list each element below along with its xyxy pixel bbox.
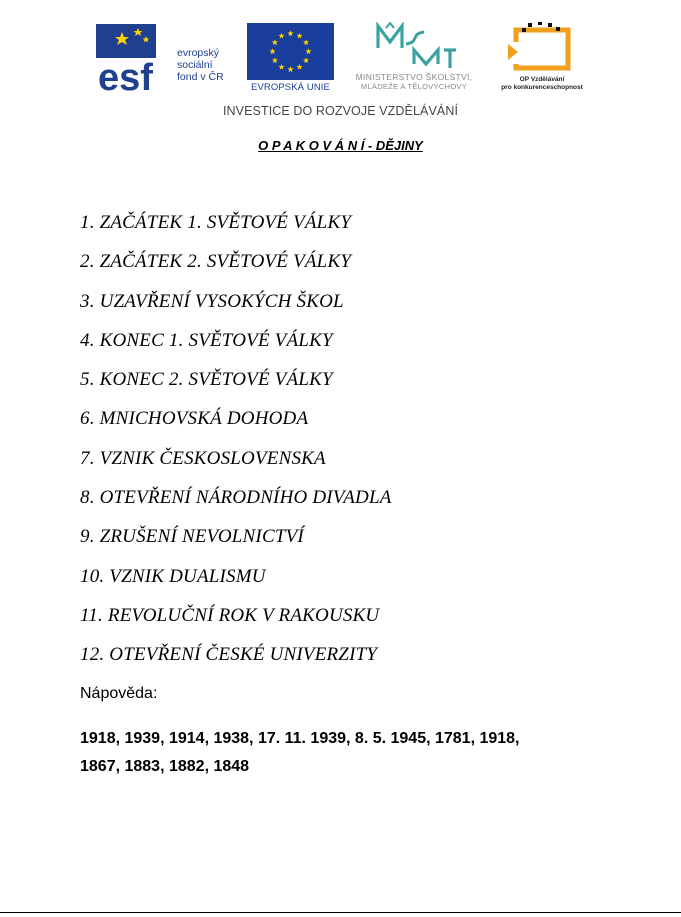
list-item: 5. KONEC 2. SVĚTOVÉ VÁLKY <box>80 369 333 391</box>
eu-label: EVROPSKÁ UNIE <box>251 82 330 93</box>
esf-text-line: fond v ČR <box>177 71 224 83</box>
esf-mark: esf <box>98 57 153 94</box>
msmt-label <box>340 72 488 92</box>
page-divider <box>0 912 681 913</box>
eu-star-icon <box>305 48 311 54</box>
op-label-line2: pro konkurenceschopnost <box>501 84 583 91</box>
eu-flag-icon <box>247 23 334 80</box>
esf-text-line: sociální <box>177 59 213 71</box>
list-item: 9. ZRUŠENÍ NEVOLNICTVÍ <box>80 526 304 548</box>
list-item: 1. ZAČÁTEK 1. SVĚTOVÉ VÁLKY <box>80 212 352 233</box>
msmt-label-line2: MLÁDEŽE A TĚLOVÝCHOVY <box>360 82 468 91</box>
eu-star-icon <box>303 57 309 63</box>
esf-logo <box>96 24 241 94</box>
list-item: 3. UZAVŘENÍ VYSOKÝCH ŠKOL <box>80 290 344 312</box>
list-item: 6. MNICHOVSKÁ DOHODA <box>80 408 309 430</box>
question-list <box>80 210 392 682</box>
hint-values <box>80 725 620 781</box>
eu-star-icon <box>296 64 302 70</box>
header-logos <box>0 0 681 130</box>
hint-label: Nápověda: <box>80 685 158 702</box>
eu-star-icon <box>296 33 302 39</box>
eu-star-icon <box>272 39 278 45</box>
msmt-logo <box>340 22 488 98</box>
eu-flag <box>247 23 334 80</box>
eu-star-icon <box>269 48 275 54</box>
list-item: 7. VZNIK ČESKOSLOVENSKA <box>80 447 326 469</box>
esf-text <box>177 47 224 83</box>
op-logo <box>494 22 590 98</box>
hint-values-line: 1918, 1939, 1914, 1938, 17. 11. 1939, 8. 5. 1945, 1781, 1918, <box>80 730 520 747</box>
esf-logo-icon <box>96 24 176 94</box>
op-logo-icon <box>494 22 590 76</box>
list-item: 12. OTEVŘENÍ ČESKÉ UNIVERZITY <box>80 644 378 666</box>
list-item: 2. ZAČÁTEK 2. SVĚTOVÉ VÁLKY <box>80 251 352 273</box>
op-label-line1: OP Vzdělávání <box>519 76 565 83</box>
list-item: 8. OTEVŘENÍ NÁRODNÍHO DIVADLA <box>80 487 392 509</box>
eu-star-icon <box>272 57 278 63</box>
eu-logo <box>247 23 334 95</box>
eu-star-icon <box>287 30 293 36</box>
list-item: 4. KONEC 1. SVĚTOVÉ VÁLKY <box>80 329 333 351</box>
hint-values-line: 1867, 1883, 1882, 1848 <box>80 758 250 775</box>
eu-star-icon <box>278 33 284 39</box>
list-item: 10. VZNIK DUALISMU <box>80 565 266 587</box>
list-item: 11. REVOLUČNÍ ROK V RAKOUSKU <box>80 604 380 626</box>
eu-star-icon <box>278 64 284 70</box>
page-title: O P A K O V Á N Í - DĚJINY <box>258 138 423 153</box>
tagline: INVESTICE DO ROZVOJE VZDĚLÁVÁNÍ <box>222 104 459 118</box>
esf-text-line: evropský <box>177 47 220 59</box>
msmt-label-line1: MINISTERSTVO ŠKOLSTVÍ, <box>355 72 473 82</box>
eu-star-icon <box>303 39 309 45</box>
eu-star-icon <box>287 66 293 72</box>
msmt-logo-icon <box>340 22 488 72</box>
op-label <box>494 76 590 92</box>
